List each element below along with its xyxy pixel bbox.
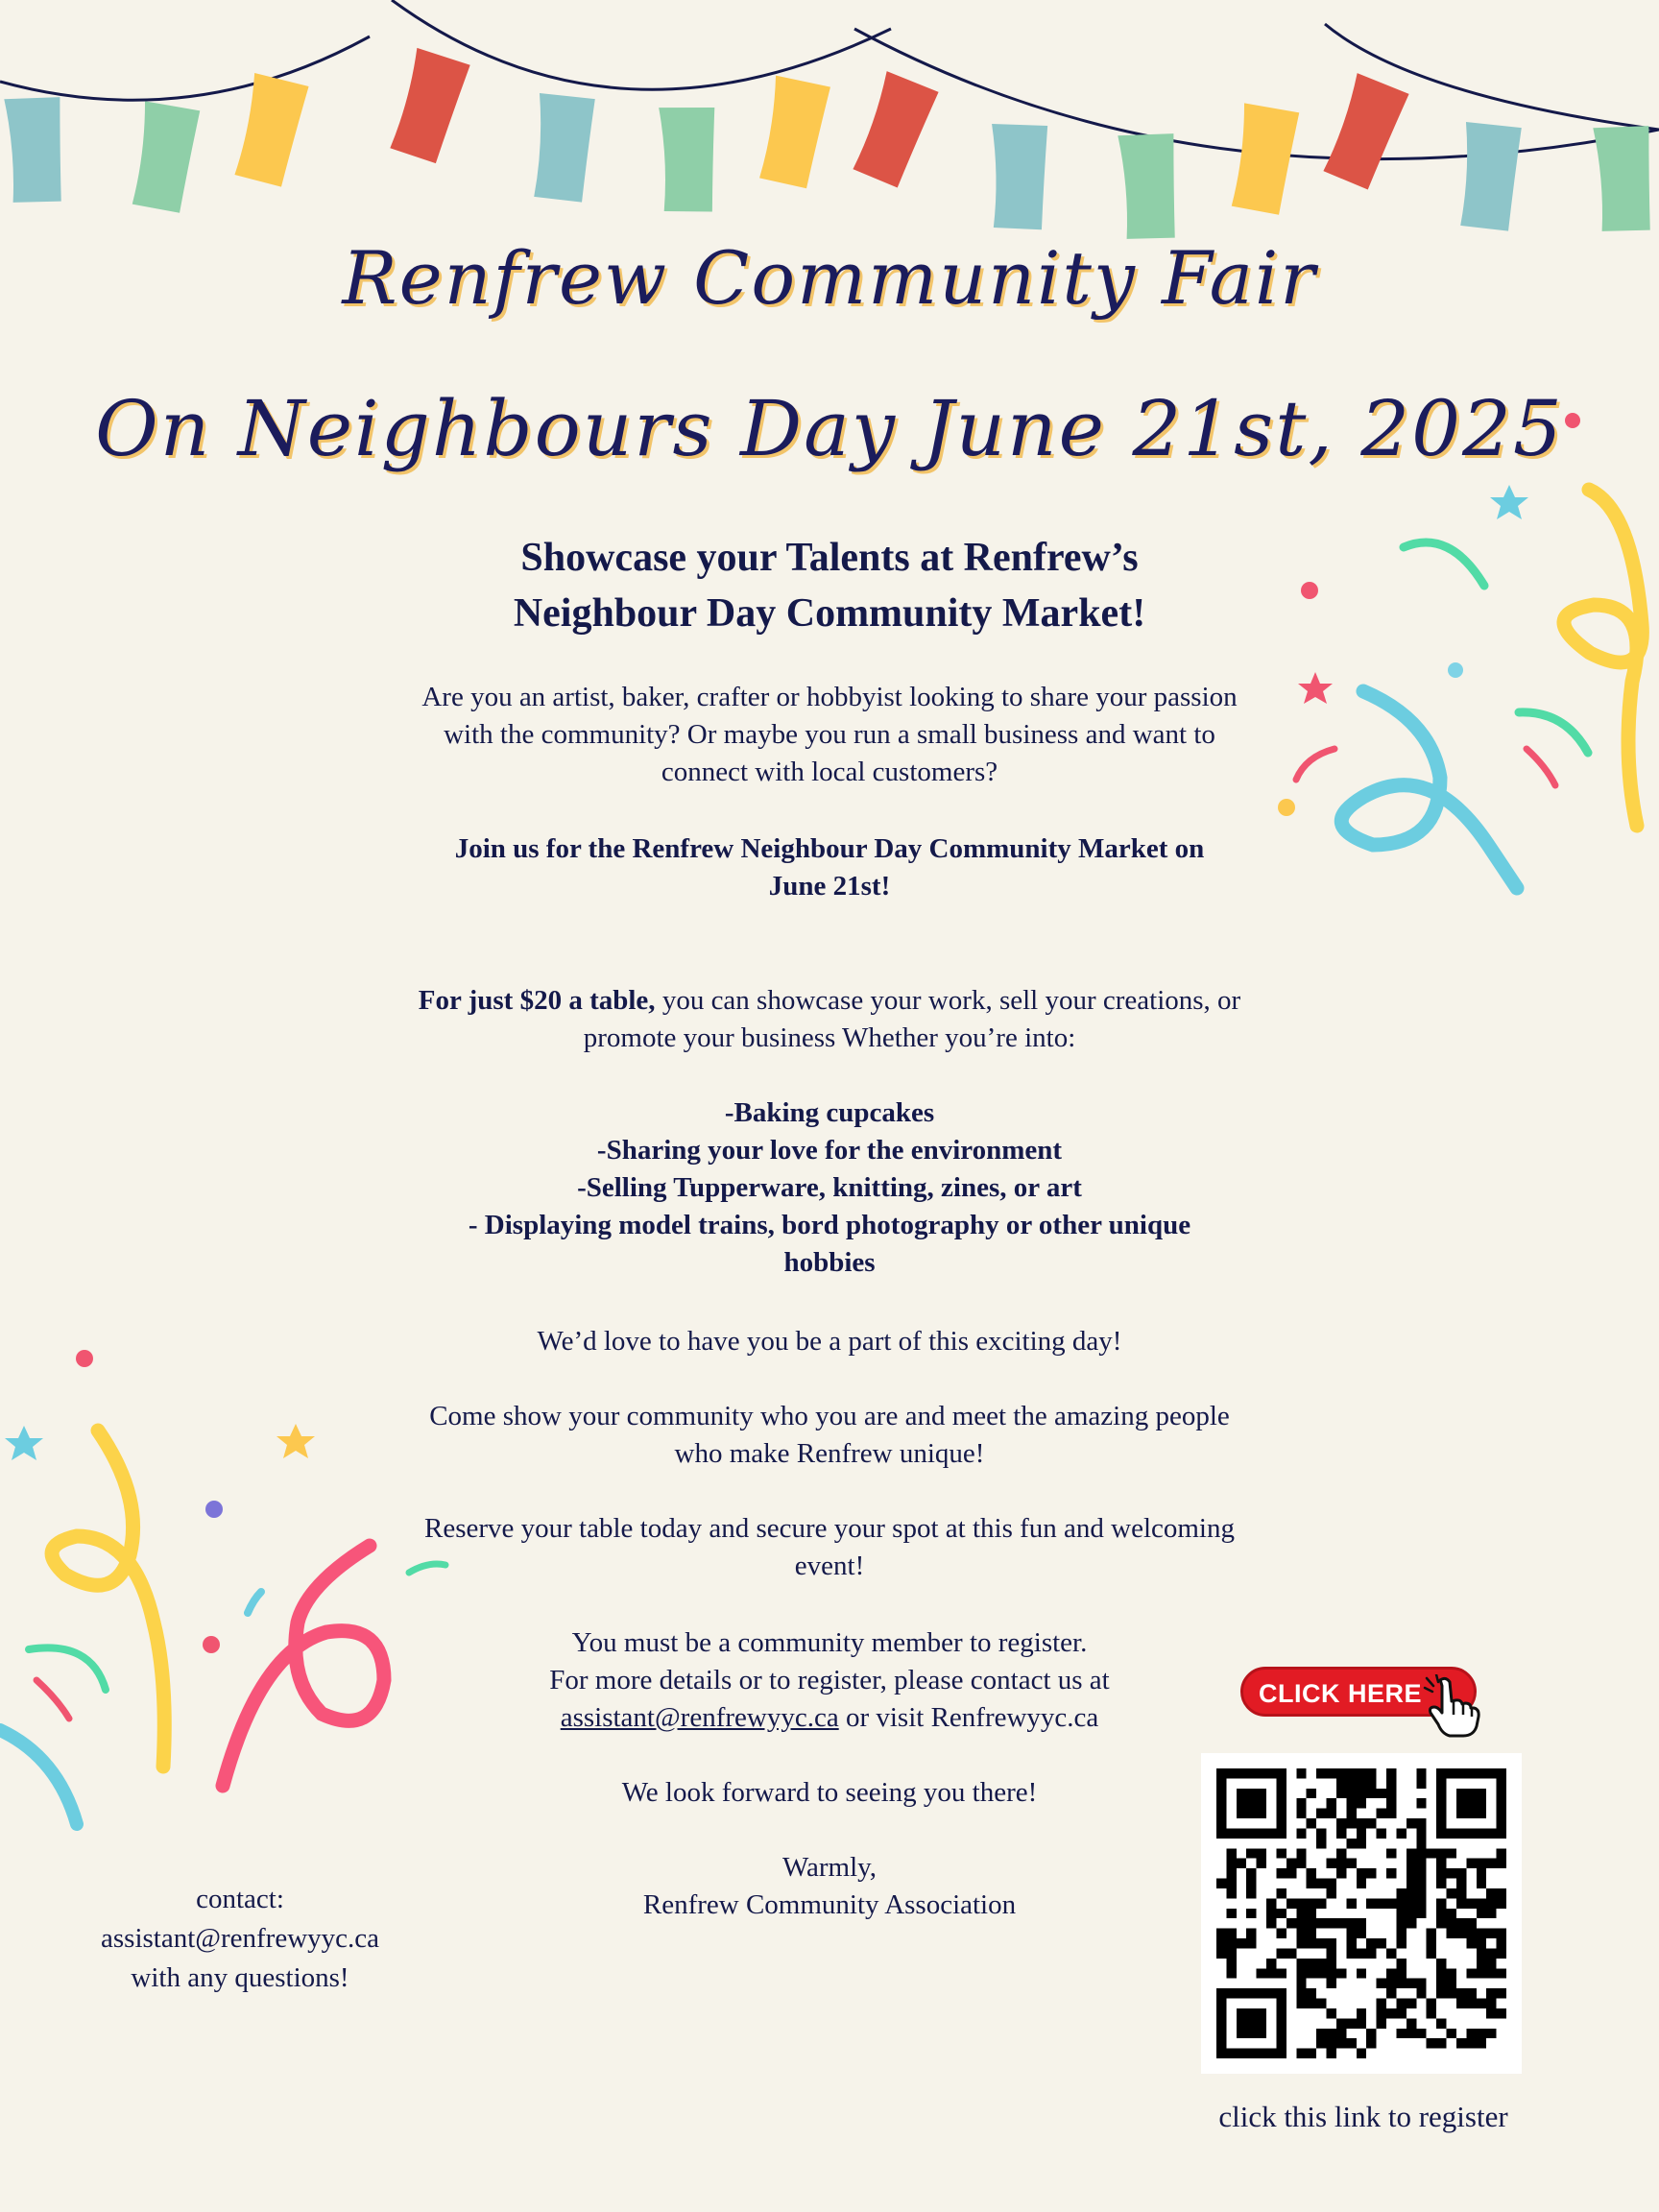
list-item: -Selling Tupperware, knitting, zines, or art (577, 1172, 1082, 1203)
register-paragraph (349, 1624, 1310, 1737)
join-paragraph (349, 830, 1310, 905)
contact-label: contact: (196, 1884, 284, 1914)
bunting-flag (1116, 130, 1184, 243)
forward-text: We look forward to seeing you there! (621, 1777, 1038, 1808)
bunting-flag (852, 70, 940, 190)
bunting-flag (657, 104, 722, 215)
bunting-decoration (0, 0, 1659, 259)
love-paragraph: We’d love to have you be a part of this exciting day! (537, 1326, 1122, 1357)
contact-info (38, 1880, 442, 1998)
intro-line-3: connect with local customers? (661, 757, 998, 787)
bunting-flag (758, 75, 830, 189)
list-item: - Displaying model trains, bord photography or other unique (468, 1210, 1191, 1240)
headline (349, 530, 1310, 641)
register-line-2: For more details or to register, please contact us at (549, 1665, 1110, 1695)
bunting-flag (1591, 122, 1659, 235)
bunting-flag (1322, 72, 1410, 192)
headline-line-1: Showcase your Talents at Renfrew’s (520, 536, 1139, 580)
contact-questions: with any questions! (131, 1962, 349, 1993)
qr-caption: click this link to register (1218, 2100, 1508, 2133)
bunting-flag (389, 47, 470, 165)
visit-text: or visit Renfrewyyc.ca (838, 1702, 1099, 1733)
bunting-flag (2, 93, 70, 206)
hobbies-list (349, 1094, 1310, 1282)
price-paragraph (349, 982, 1310, 1057)
contact-email: assistant@renfrewyyc.ca (101, 1923, 379, 1954)
register-line-3 (349, 1699, 1310, 1737)
event-title: Renfrew Community Fair (342, 235, 1317, 321)
come-line-2: who make Renfrew unique! (674, 1438, 985, 1469)
signoff (349, 1849, 1310, 1924)
join-line-1: Join us for the Renfrew Neighbour Day Community Market on (454, 833, 1205, 864)
list-item: -Sharing your love for the environment (596, 1135, 1063, 1166)
bunting-flag (534, 93, 595, 203)
price-rest: you can showcase your work, sell your creations, or (655, 985, 1241, 1016)
bunting-flag (1460, 122, 1522, 231)
warmly-text: Warmly, (781, 1852, 878, 1883)
email-link[interactable]: assistant@renfrewyyc.ca (560, 1702, 839, 1733)
reserve-paragraph (349, 1510, 1310, 1585)
reserve-line-1: Reserve your table today and secure your spot at this fun and welcoming (424, 1513, 1235, 1544)
event-date-title: On Neighbours Day June 21st, 2025 (95, 384, 1564, 473)
price-line-1 (349, 982, 1310, 1020)
come-paragraph (349, 1398, 1310, 1473)
bunting-flag (990, 122, 1051, 231)
reserve-line-2: event! (794, 1551, 865, 1581)
qr-code-icon (1216, 1768, 1506, 2058)
pointing-hand-icon (1421, 1674, 1484, 1738)
come-line-1: Come show your community who you are and meet the amazing people (429, 1401, 1230, 1431)
intro-line-1: Are you an artist, baker, crafter or hobbyist looking to share your passion (421, 682, 1238, 712)
bunting-flag (1231, 103, 1299, 216)
bunting-flag (234, 73, 310, 189)
list-item: -Baking cupcakes (724, 1097, 935, 1128)
price-highlight: For just $20 a table, (418, 985, 656, 1016)
intro-paragraph (349, 679, 1310, 791)
register-line-1: You must be a community member to register. (571, 1627, 1088, 1658)
headline-line-2: Neighbour Day Community Market! (513, 591, 1146, 636)
qr-code-container[interactable] (1201, 1753, 1522, 2074)
join-line-2: June 21st! (768, 871, 891, 902)
bunting-flag (132, 101, 200, 214)
list-item: hobbies (783, 1247, 876, 1278)
intro-line-2: with the community? Or maybe you run a small business and want to (444, 719, 1215, 750)
click-here-label: CLICK HERE (1259, 1679, 1423, 1708)
price-line-2: promote your business Whether you’re into: (583, 1022, 1076, 1053)
signature-text: Renfrew Community Association (642, 1889, 1017, 1920)
